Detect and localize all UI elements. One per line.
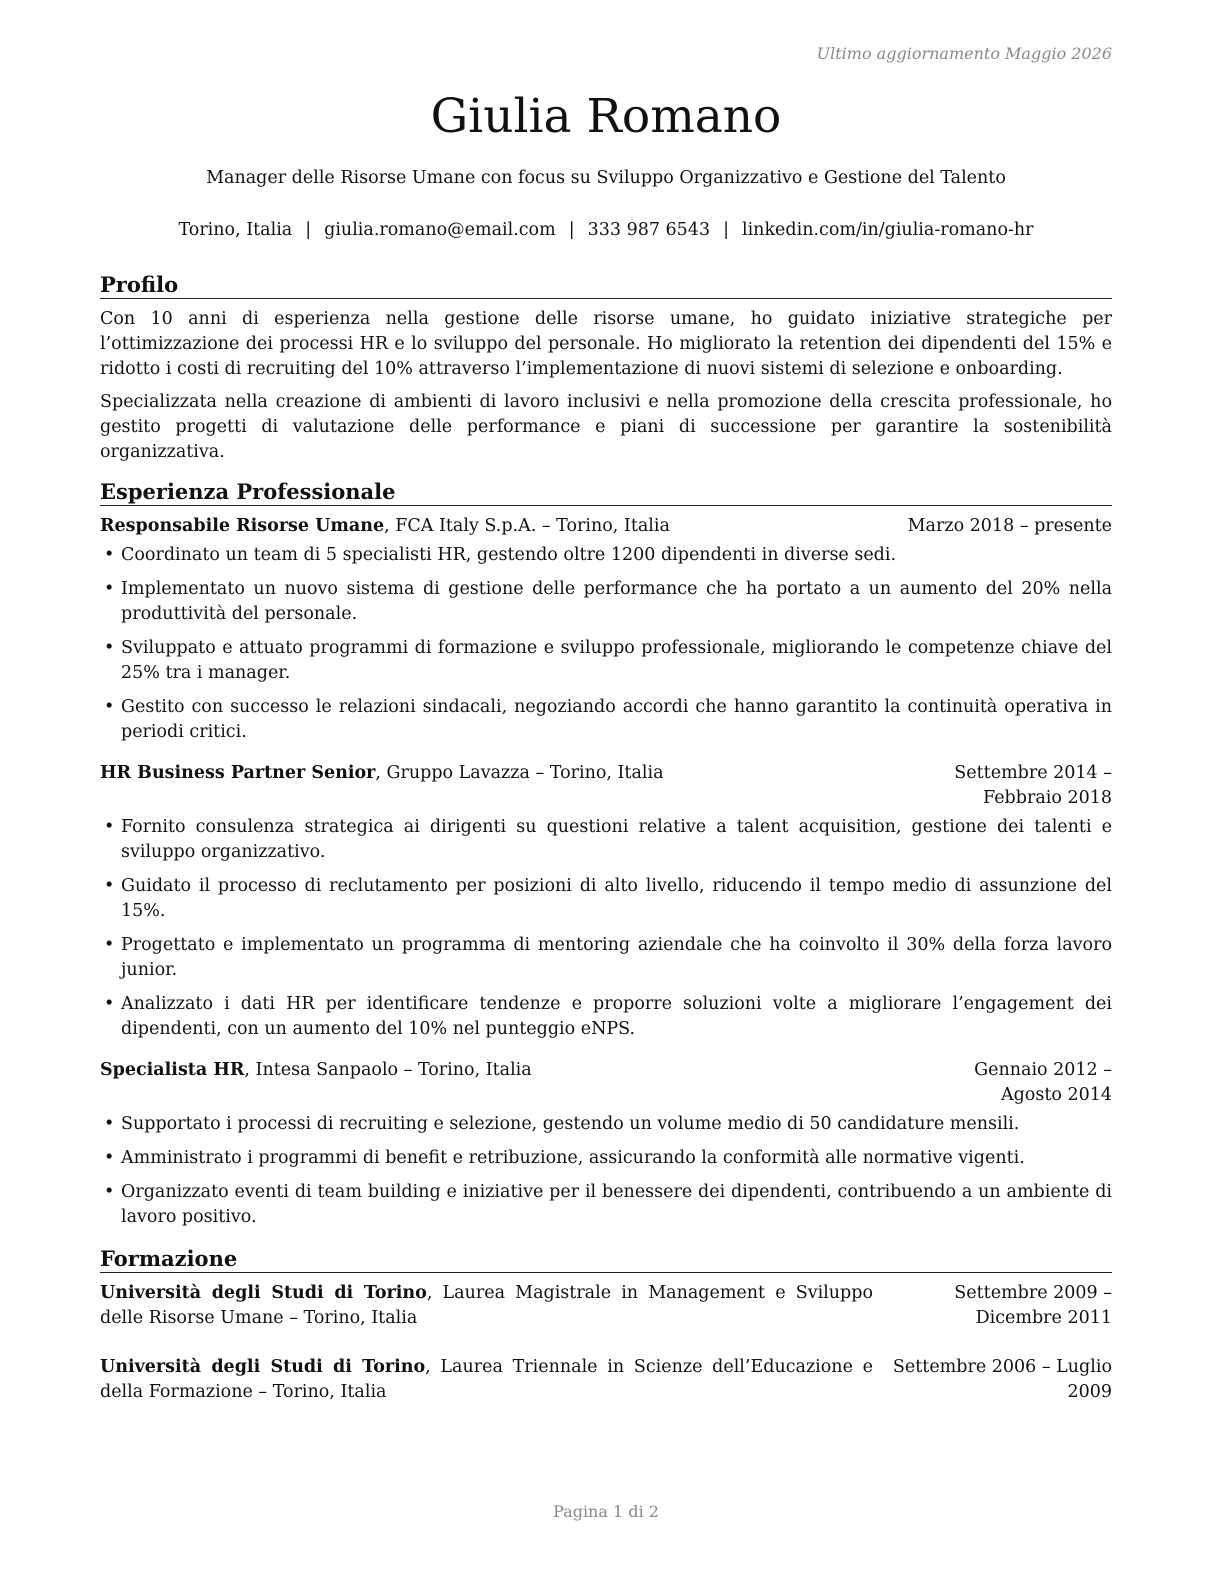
bullet-text: Coordinato un team di 5 specialisti HR, gestendo oltre 1200 dipendenti in diverse sedi. — [121, 545, 897, 565]
candidate-name: Giulia Romano — [430, 89, 782, 144]
professional-headline: Manager delle Risorse Umane con focus su Sviluppo Organizzativo e Gestione del Talento — [206, 168, 1006, 188]
contact-separator: | — [305, 220, 312, 240]
job-dates: Gennaio 2012 – Agosto 2014 — [974, 1060, 1112, 1105]
contact-separator: | — [723, 220, 729, 240]
education-dates: Settembre 2006 – Luglio 2009 — [892, 1357, 1112, 1402]
bullet-icon: • — [104, 545, 115, 565]
job-title-line — [100, 1058, 912, 1083]
education-section — [100, 1246, 1112, 1405]
list-item — [100, 933, 1112, 983]
bullet-text: Guidato il processo di reclutamento per posizioni di alto livello, riducendo il tempo medio di assunzione del 15%. — [121, 876, 1112, 921]
bullet-text: Implementato un nuovo sistema di gestione delle performance che ha portato a un aumento del 20% nella produttività del personale. — [121, 579, 1112, 624]
job-role: Specialista HR — [100, 1060, 245, 1080]
job-role: Responsabile Risorse Umane — [100, 516, 385, 536]
bullet-text: Gestito con successo le relazioni sindacali, negoziando accordi che hanno garantito la continuità operativa in periodi critici. — [121, 697, 1112, 742]
education-description — [100, 1355, 877, 1405]
page-number: Pagina 1 di 2 — [553, 1502, 659, 1521]
profile-paragraph: Specializzata nella creazione di ambienti di lavoro inclusivi e nella promozione della crescita professionale, ho gestito progetti di valutazione delle performance e piani di successione per garantire la sostenibilità organizzativa. — [100, 392, 1112, 462]
job-header — [100, 761, 1112, 811]
bullet-icon: • — [104, 935, 115, 955]
bullet-icon: • — [104, 1114, 115, 1134]
job-entry — [100, 514, 1112, 745]
bullet-text: Analizzato i dati HR per identificare tendenze e proporre soluzioni volte a migliorare l’engagement dei dipendenti, con un aumento del 10% nel punteggio eNPS. — [121, 994, 1112, 1039]
bullet-icon: • — [104, 1148, 115, 1168]
job-entry — [100, 1058, 1112, 1230]
list-item — [100, 1146, 1112, 1171]
list-item — [100, 1180, 1112, 1230]
bullet-icon: • — [104, 817, 115, 837]
list-item — [100, 874, 1112, 924]
section-title-profile: Profilo — [100, 272, 1112, 299]
resume-content — [100, 272, 1112, 1429]
contact-linkedin[interactable]: linkedin.com/in/giulia-romano-hr — [741, 220, 1034, 240]
experience-section — [100, 479, 1112, 1230]
job-role: HR Business Partner Senior — [100, 763, 376, 783]
education-degree: , Laurea Magistrale in Management e Sviluppo delle Risorse Umane – Torino, Italia — [100, 1283, 873, 1328]
bullet-text: Progettato e implementato un programma di mentoring aziendale che ha coinvolto il 30% della forza lavoro junior. — [121, 935, 1112, 980]
education-entry — [100, 1281, 1112, 1331]
list-item — [100, 992, 1112, 1042]
education-dates: Settembre 2009 – Dicembre 2011 — [954, 1283, 1112, 1328]
job-company: , Gruppo Lavazza – Torino, Italia — [375, 763, 664, 783]
contact-phone: 333 987 6543 — [587, 220, 711, 240]
contact-line — [100, 220, 1112, 240]
bullet-icon: • — [104, 697, 115, 717]
list-item — [100, 695, 1112, 745]
bullet-icon: • — [104, 1182, 115, 1202]
education-school: Università degli Studi di Torino — [100, 1357, 426, 1377]
education-description — [100, 1281, 877, 1331]
bullet-icon: • — [104, 876, 115, 896]
bullet-text: Amministrato i programmi di benefit e retribuzione, assicurando la conformità alle normative vigenti. — [121, 1148, 1025, 1168]
contact-email[interactable]: giulia.romano@email.com — [324, 220, 556, 240]
section-title-experience: Esperienza Professionale — [100, 479, 1112, 506]
bullet-text: Fornito consulenza strategica ai dirigenti su questioni relative a talent acquisition, gestione dei talenti e sviluppo organizzativo. — [121, 817, 1112, 862]
list-item — [100, 543, 1112, 568]
job-dates: Marzo 2018 – presente — [907, 516, 1112, 536]
last-updated-note: Ultimo aggiornamento Maggio 2026 — [816, 44, 1112, 63]
list-item — [100, 1112, 1112, 1137]
job-bullets — [100, 543, 1112, 745]
profile-section — [100, 272, 1112, 465]
contact-separator: | — [568, 220, 575, 240]
job-title-line — [100, 761, 877, 786]
job-company: , Intesa Sanpaolo – Torino, Italia — [244, 1060, 532, 1080]
job-header — [100, 1058, 1112, 1108]
bullet-text: Supportato i processi di recruiting e selezione, gestendo un volume medio di 50 candidature mensili. — [121, 1114, 1020, 1134]
job-bullets — [100, 1112, 1112, 1230]
resume-page — [100, 0, 1112, 1584]
bullet-icon: • — [104, 579, 115, 599]
contact-location: Torino, Italia — [178, 220, 293, 240]
profile-paragraph: Con 10 anni di esperienza nella gestione delle risorse umane, ho guidato iniziative strategiche per l’ottimizzazione dei processi HR e lo sviluppo del personale. Ho migliorato la retention dei dipendenti del 15% e ridotto i costi di recruiting del 10% attraverso l’implementazione di nuovi sistemi di selezione e onboarding. — [100, 309, 1112, 379]
list-item — [100, 577, 1112, 627]
job-dates: Settembre 2014 – Febbraio 2018 — [954, 763, 1112, 808]
list-item — [100, 636, 1112, 686]
job-entry — [100, 761, 1112, 1042]
education-degree: , Laurea Triennale in Scienze dell’Educazione e della Formazione – Torino, Italia — [100, 1357, 873, 1402]
list-item — [100, 815, 1112, 865]
education-entry — [100, 1355, 1112, 1405]
job-bullets — [100, 815, 1112, 1042]
job-header — [100, 514, 1112, 539]
job-title-line — [100, 514, 877, 539]
bullet-text: Sviluppato e attuato programmi di formazione e sviluppo professionale, migliorando le competenze chiave del 25% tra i manager. — [121, 638, 1112, 683]
bullet-icon: • — [104, 638, 115, 658]
bullet-icon: • — [104, 994, 115, 1014]
section-title-education: Formazione — [100, 1246, 1112, 1273]
education-school: Università degli Studi di Torino — [100, 1283, 427, 1303]
job-company: , FCA Italy S.p.A. – Torino, Italia — [384, 516, 670, 536]
bullet-text: Organizzato eventi di team building e iniziative per il benessere dei dipendenti, contribuendo a un ambiente di lavoro positivo. — [121, 1182, 1112, 1227]
